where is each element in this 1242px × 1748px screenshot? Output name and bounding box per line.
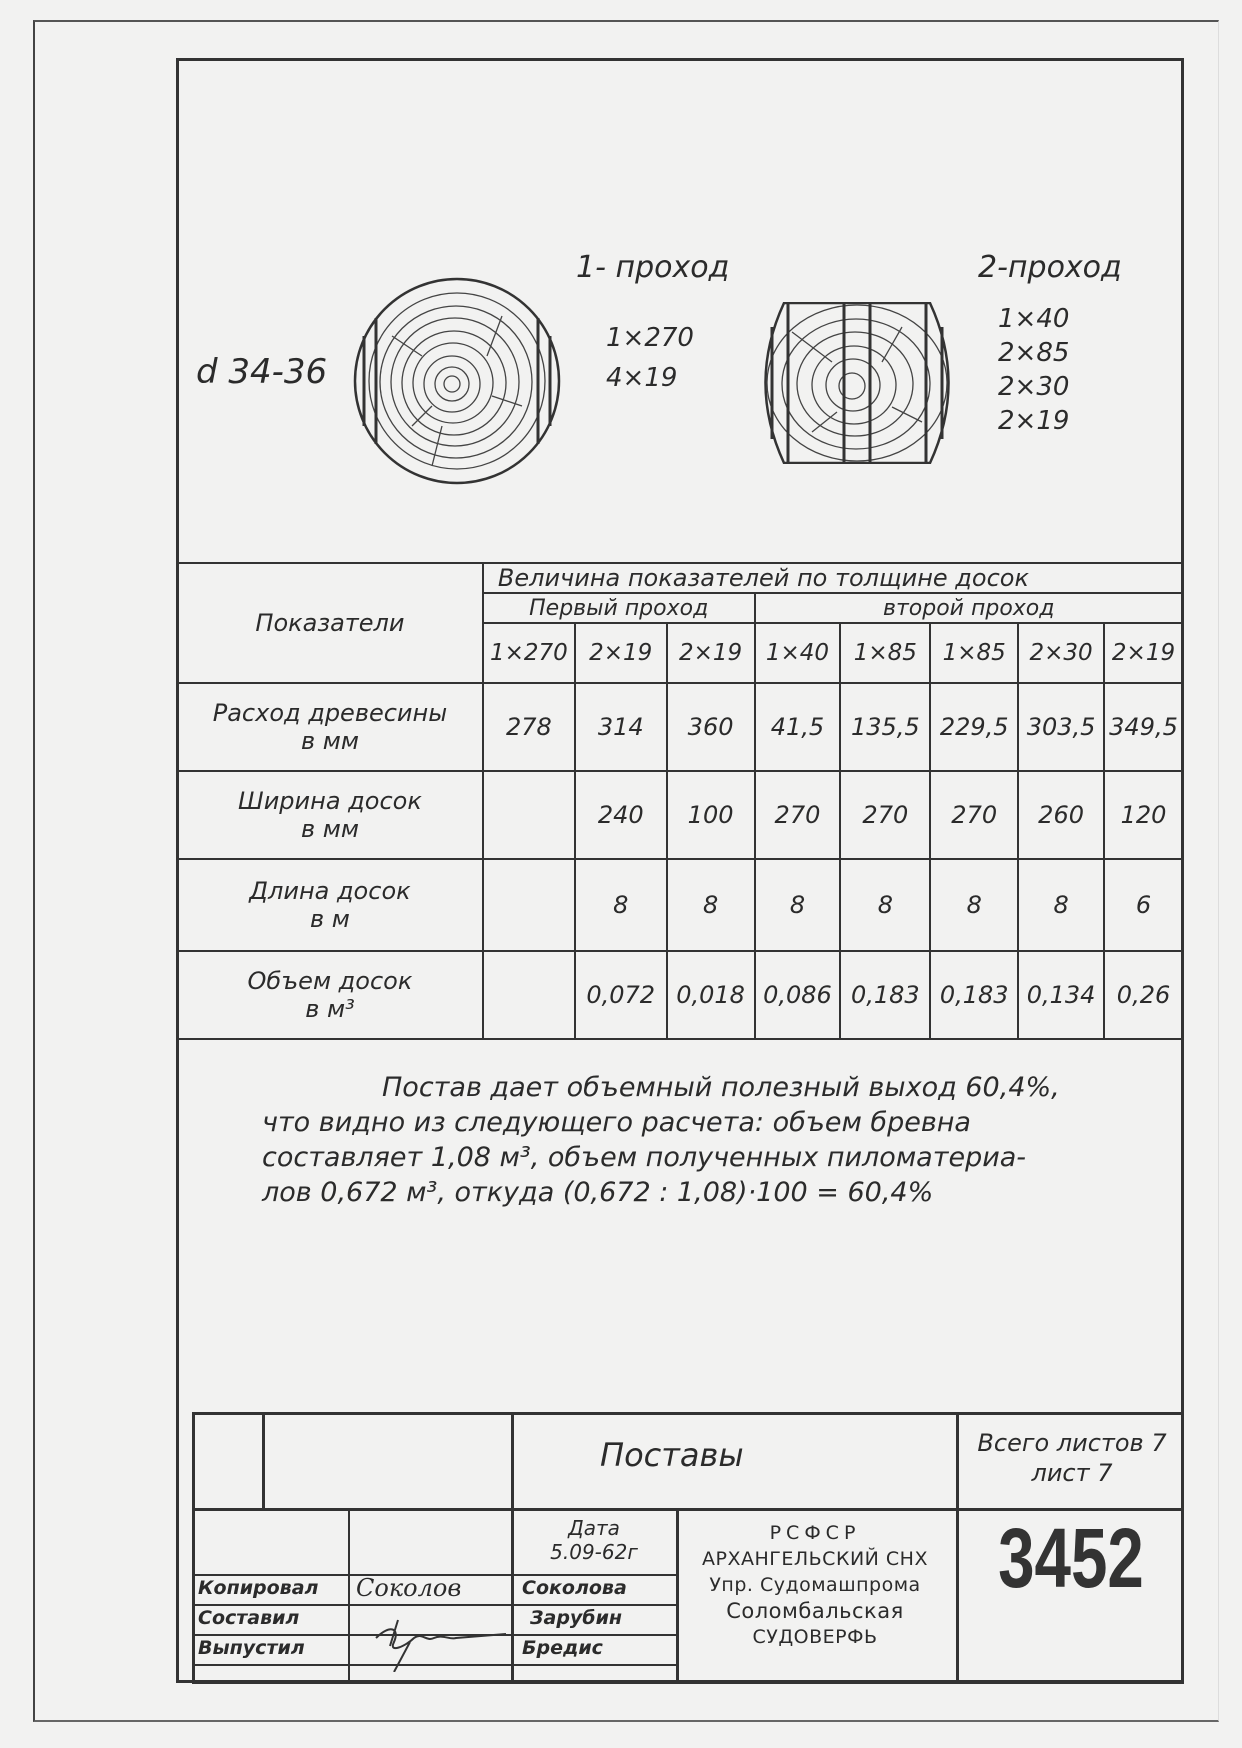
table-cell: 0,018 <box>667 951 755 1039</box>
table-cell: 100 <box>667 771 755 859</box>
log-cross-section-pass2-icon <box>752 302 962 464</box>
table-cell: 8 <box>755 859 841 951</box>
table-cell: 0,183 <box>840 951 930 1039</box>
diameter-label: d 34-36 <box>196 352 328 392</box>
pass1-item: 4×19 <box>606 363 678 393</box>
table-cell: 229,5 <box>930 683 1018 771</box>
row-label: Расход древесины в мм <box>177 683 483 771</box>
role-issued: Выпустил <box>198 1637 305 1659</box>
org-line: Соломбальская <box>726 1599 904 1623</box>
role-copied: Копировал <box>198 1577 319 1599</box>
table-cell: 120 <box>1104 771 1183 859</box>
yield-explanation <box>262 1070 1162 1210</box>
pass2-cut-list <box>998 302 1069 438</box>
pass2-title: 2-проход <box>978 250 1122 285</box>
first-pass-header: Первый проход <box>483 593 755 623</box>
table-cell: 240 <box>575 771 667 859</box>
pass2-item: 2×30 <box>998 372 1070 402</box>
table-cell: 0,26 <box>1104 951 1183 1039</box>
pass1-item: 1×270 <box>606 323 694 353</box>
date-value: 5.09-62г <box>550 1540 638 1564</box>
note-line: Постав дает объемный полезный выход 60,4%, <box>382 1072 1060 1103</box>
table-cell: 360 <box>667 683 755 771</box>
table-cell: 8 <box>575 859 667 951</box>
table-row <box>177 683 1183 771</box>
row-label: Ширина досок в мм <box>177 771 483 859</box>
drawing-title: Поставы <box>600 1436 744 1474</box>
sheet-info <box>960 1428 1184 1488</box>
table-cell: 270 <box>840 771 930 859</box>
table-cell <box>483 859 575 951</box>
table-row <box>177 771 1183 859</box>
table-cell: 135,5 <box>840 683 930 771</box>
organization-stamp <box>676 1520 954 1650</box>
indicators-table <box>176 562 1184 1040</box>
column-header: 2×30 <box>1018 623 1104 683</box>
table-cell: 0,134 <box>1018 951 1104 1039</box>
table-cell: 0,183 <box>930 951 1018 1039</box>
column-header: 1×40 <box>755 623 841 683</box>
table-cell: 8 <box>930 859 1018 951</box>
name-copied: Соколова <box>522 1577 627 1599</box>
row-label: Длина досок в м <box>177 859 483 951</box>
pass2-item: 2×19 <box>998 406 1070 436</box>
table-cell: 270 <box>755 771 841 859</box>
date-label: Дата <box>568 1516 620 1540</box>
table-cell: 6 <box>1104 859 1183 951</box>
sheet-number: лист 7 <box>1031 1459 1113 1487</box>
name-issued: Бредис <box>522 1637 603 1659</box>
org-line: СУДОВЕРФЬ <box>752 1626 878 1648</box>
log-cross-section-pass1-icon <box>352 276 562 486</box>
table-cell: 270 <box>930 771 1018 859</box>
column-header: 2×19 <box>667 623 755 683</box>
table-cell: 41,5 <box>755 683 841 771</box>
table-cell: 278 <box>483 683 575 771</box>
table-row <box>177 951 1183 1039</box>
note-line: лов 0,672 м³, откуда (0,672 : 1,08)·100 = 60,4% <box>262 1177 934 1208</box>
org-line: РСФСР <box>769 1522 861 1544</box>
note-line: составляет 1,08 м³, объем полученных пиломатериа- <box>262 1142 1027 1173</box>
table-row <box>177 859 1183 951</box>
row-header-cell: Показатели <box>177 563 483 683</box>
column-header: 2×19 <box>575 623 667 683</box>
signature-issued-icon <box>370 1616 510 1672</box>
table-cell: 8 <box>840 859 930 951</box>
table-cell: 0,072 <box>575 951 667 1039</box>
note-line: что видно из следующего расчета: объем бревна <box>262 1107 971 1138</box>
column-header: 1×85 <box>840 623 930 683</box>
pass1-cut-list <box>606 318 694 398</box>
org-line: Упр. Судомашпрома <box>709 1574 921 1596</box>
document-number: 3452 <box>998 1511 1144 1605</box>
table-cell: 349,5 <box>1104 683 1183 771</box>
row-label: Объем досок в м³ <box>177 951 483 1039</box>
column-header: 2×19 <box>1104 623 1183 683</box>
date-cell <box>514 1516 674 1564</box>
table-cell: 8 <box>1018 859 1104 951</box>
table-cell: 0,086 <box>755 951 841 1039</box>
name-compiled: Зарубин <box>530 1607 623 1629</box>
table-cell: 8 <box>667 859 755 951</box>
table-cell: 303,5 <box>1018 683 1104 771</box>
pass2-item: 2×85 <box>998 338 1070 368</box>
table-cell: 314 <box>575 683 667 771</box>
total-sheets: Всего листов 7 <box>977 1429 1167 1457</box>
group-header: Величина показателей по толщине досок <box>483 563 1183 593</box>
table-cell <box>483 771 575 859</box>
pass1-title: 1- проход <box>576 250 730 285</box>
signature-copied: Соколов <box>356 1574 462 1602</box>
org-line: АРХАНГЕЛЬСКИЙ СНХ <box>702 1548 928 1570</box>
role-compiled: Составил <box>198 1607 300 1629</box>
column-header: 1×85 <box>930 623 1018 683</box>
pass2-item: 1×40 <box>998 304 1070 334</box>
column-header: 1×270 <box>483 623 575 683</box>
second-pass-header: второй проход <box>755 593 1183 623</box>
table-cell: 260 <box>1018 771 1104 859</box>
table-cell <box>483 951 575 1039</box>
